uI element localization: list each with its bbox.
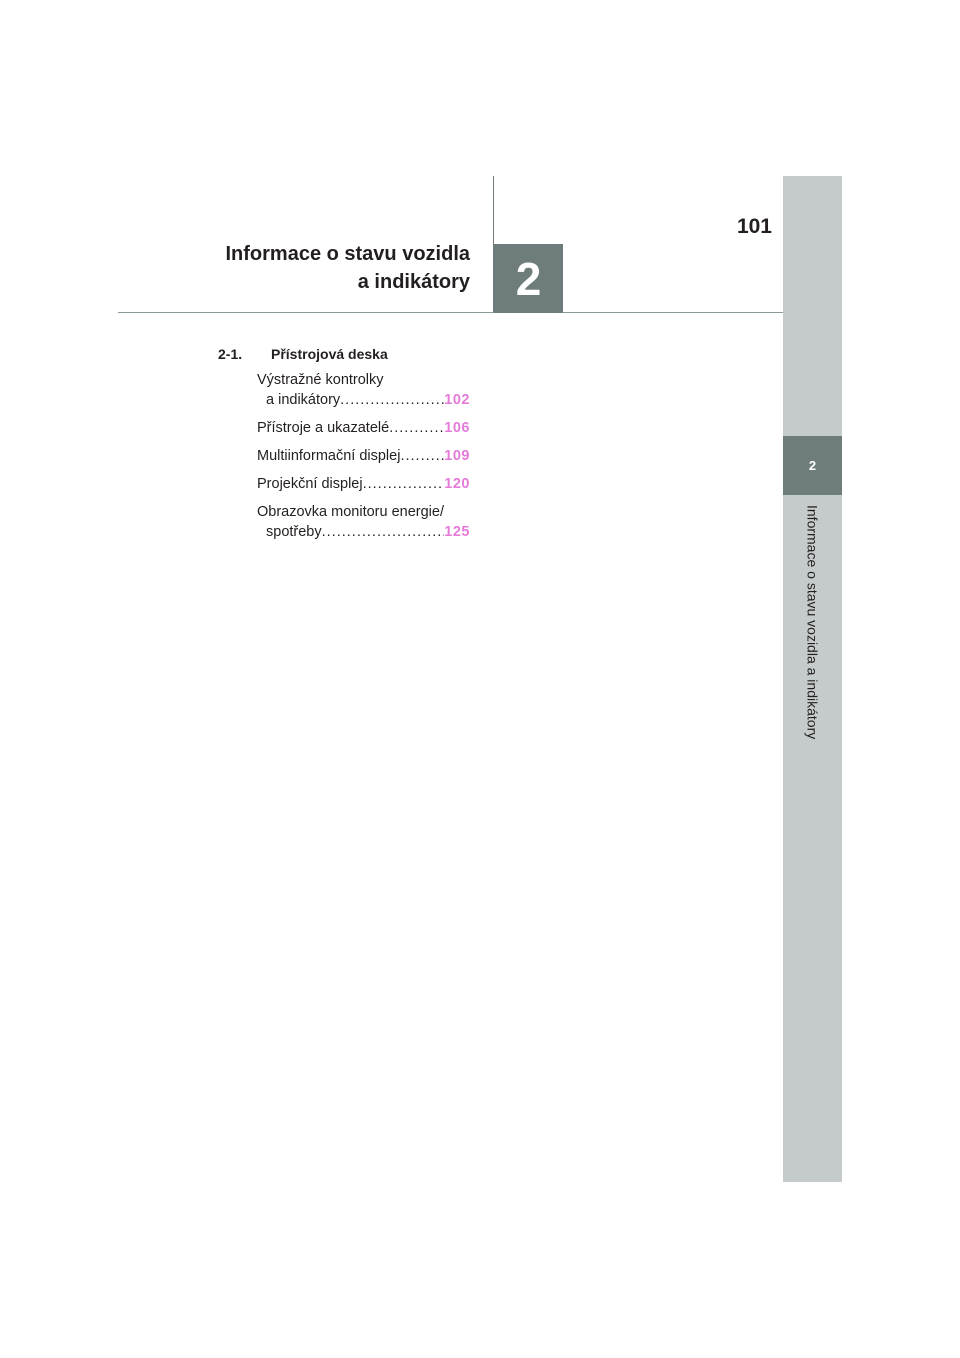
- toc-entry-label: Projekční displej: [257, 476, 363, 492]
- sidebar-chapter-tab[interactable]: 2: [783, 436, 842, 495]
- toc-entry-multi-info-display[interactable]: [257, 446, 470, 466]
- toc-leader-dots: [322, 522, 445, 542]
- toc-section-heading: [218, 346, 470, 362]
- toc-page-link[interactable]: 125: [444, 524, 470, 540]
- toc-leader-dots: [340, 390, 444, 410]
- chapter-title: [180, 240, 470, 296]
- toc-leader-dots: [363, 474, 445, 494]
- toc-entry-energy-monitor[interactable]: [257, 502, 470, 542]
- toc-leader-dots: [389, 418, 444, 438]
- toc-leader-dots: [400, 446, 444, 466]
- toc-section-title: Přístrojová deska: [271, 346, 388, 362]
- table-of-contents: [218, 346, 470, 550]
- chapter-title-line1: Informace o stavu vozidla: [225, 243, 470, 265]
- page-number: 101: [736, 215, 772, 238]
- toc-page-link[interactable]: 109: [444, 448, 470, 464]
- toc-page-link[interactable]: 102: [444, 392, 470, 408]
- toc-section-number: 2-1.: [218, 346, 243, 362]
- toc-entry-warning-lights[interactable]: [257, 370, 470, 410]
- sidebar-chapter-label: [783, 505, 842, 765]
- chapter-title-line2: a indikátory: [357, 271, 470, 293]
- toc-entry-gauges[interactable]: [257, 418, 470, 438]
- toc-page-link[interactable]: 106: [444, 420, 470, 436]
- toc-entry-label: Obrazovka monitoru energie/: [257, 504, 444, 520]
- toc-entry-label: a indikátory: [266, 392, 341, 408]
- chapter-number-box: 2: [494, 244, 563, 313]
- toc-entry-label: spotřeby: [266, 524, 322, 540]
- toc-entry-label: Multiinformační displej: [257, 448, 401, 464]
- header-rule: [118, 312, 783, 313]
- toc-entry-head-up-display[interactable]: [257, 474, 470, 494]
- toc-page-link[interactable]: 120: [444, 476, 470, 492]
- toc-entry-label: Přístroje a ukazatelé: [257, 420, 390, 436]
- toc-entry-label: Výstražné kontrolky: [257, 372, 384, 388]
- sidebar-chapter-label-text: Informace o stavu vozidla a indikátory: [804, 505, 821, 740]
